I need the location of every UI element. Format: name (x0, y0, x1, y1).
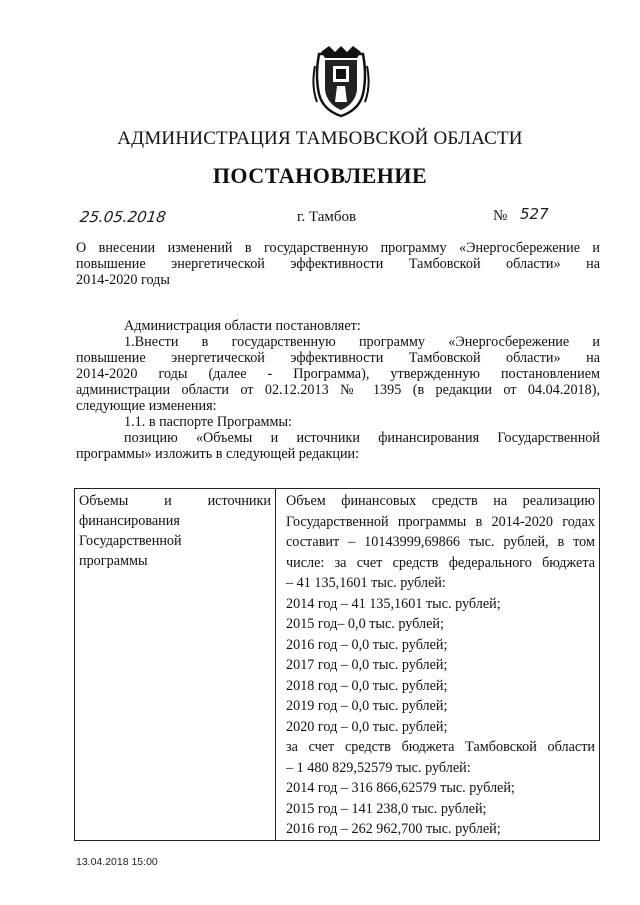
table-value-line: 2014 год – 316 866,62579 тыс. рублей; (286, 780, 515, 796)
paragraph-line: повышение энергетической эффективности Тамбовской области» на (76, 350, 600, 366)
table-row (75, 489, 600, 841)
table-value-line: Объем финансовых средств на реализацию (286, 493, 595, 509)
table-label-line: финансирования (79, 513, 180, 529)
document-number-label: № (493, 208, 508, 224)
subject-line: повышение энергетической эффективности Тамбовской области» на (76, 256, 600, 272)
paragraph-line: следующие изменения: (76, 398, 217, 414)
funding-table (74, 488, 600, 841)
table-value-line: 2016 год – 0,0 тыс. рублей; (286, 636, 448, 653)
coat-of-arms-icon (311, 46, 371, 118)
document-subject (76, 240, 600, 288)
organization-name: АДМИНИСТРАЦИЯ ТАМБОВСКОЙ ОБЛАСТИ (117, 128, 523, 149)
table-value-line: 2018 год – 0,0 тыс. рублей; (286, 677, 448, 694)
document-body (76, 318, 600, 462)
table-value-line: числе: за счет средств федерального бюджета (286, 554, 595, 571)
table-label-line: программы (79, 553, 148, 569)
paragraph-line: 1.Внести в государственную программу «Энергосбережение и (124, 334, 600, 350)
print-timestamp: 13.04.2018 15:00 (76, 856, 158, 868)
table-value-line: 2015 год – 141 238,0 тыс. рублей; (286, 800, 487, 817)
paragraph-line: позицию «Объемы и источники финансирования Государственной (124, 430, 600, 446)
table-value-line: за счет средств бюджета Тамбовской области (286, 739, 595, 755)
subject-line: 2014-2020 годы (76, 272, 170, 288)
document-number: 527 (520, 205, 549, 223)
table-value-line: 2014 год – 41 135,1601 тыс. рублей; (286, 595, 501, 612)
table-value-line: – 1 480 829,52579 тыс. рублей: (286, 759, 471, 776)
table-value-line: – 41 135,1601 тыс. рублей: (286, 575, 446, 591)
table-cell-value (276, 489, 600, 841)
paragraph-line: программы» изложить в следующей редакции: (76, 446, 360, 462)
paragraph-line: 2014-2020 годы (далее - Программа), утвержденную постановлением (76, 366, 600, 382)
table-cell-label (75, 489, 276, 841)
document-city: г. Тамбов (297, 209, 357, 225)
table-label-line: Объемы и источники (79, 493, 271, 509)
table-value-line: составит – 10143999,69866 тыс. рублей, в том (286, 534, 595, 550)
document-date: 25.05.2018 (78, 208, 168, 226)
table-value-line: 2020 год – 0,0 тыс. рублей; (286, 718, 448, 735)
table-value-line: Государственной программы в 2014-2020 годах (286, 513, 595, 530)
table-value-line: 2017 год – 0,0 тыс. рублей; (286, 657, 448, 673)
document-type-title: ПОСТАНОВЛЕНИЕ (212, 163, 428, 188)
subject-line: О внесении изменений в государственную программу «Энергосбережение и (76, 240, 600, 256)
table-value-line: 2019 год – 0,0 тыс. рублей; (286, 698, 448, 714)
paragraph-line: администрации области от 02.12.2013 № 1395 (в редакции от 04.04.2018), (76, 382, 600, 398)
list-item: 1.1. в паспорте Программы: (124, 414, 292, 430)
table-value-line: 2015 год– 0,0 тыс. рублей; (286, 616, 444, 632)
table-label-line: Государственной (79, 533, 182, 549)
preamble: Администрация области постановляет: (124, 318, 361, 334)
table-value-line: 2016 год – 262 962,700 тыс. рублей; (286, 821, 501, 837)
